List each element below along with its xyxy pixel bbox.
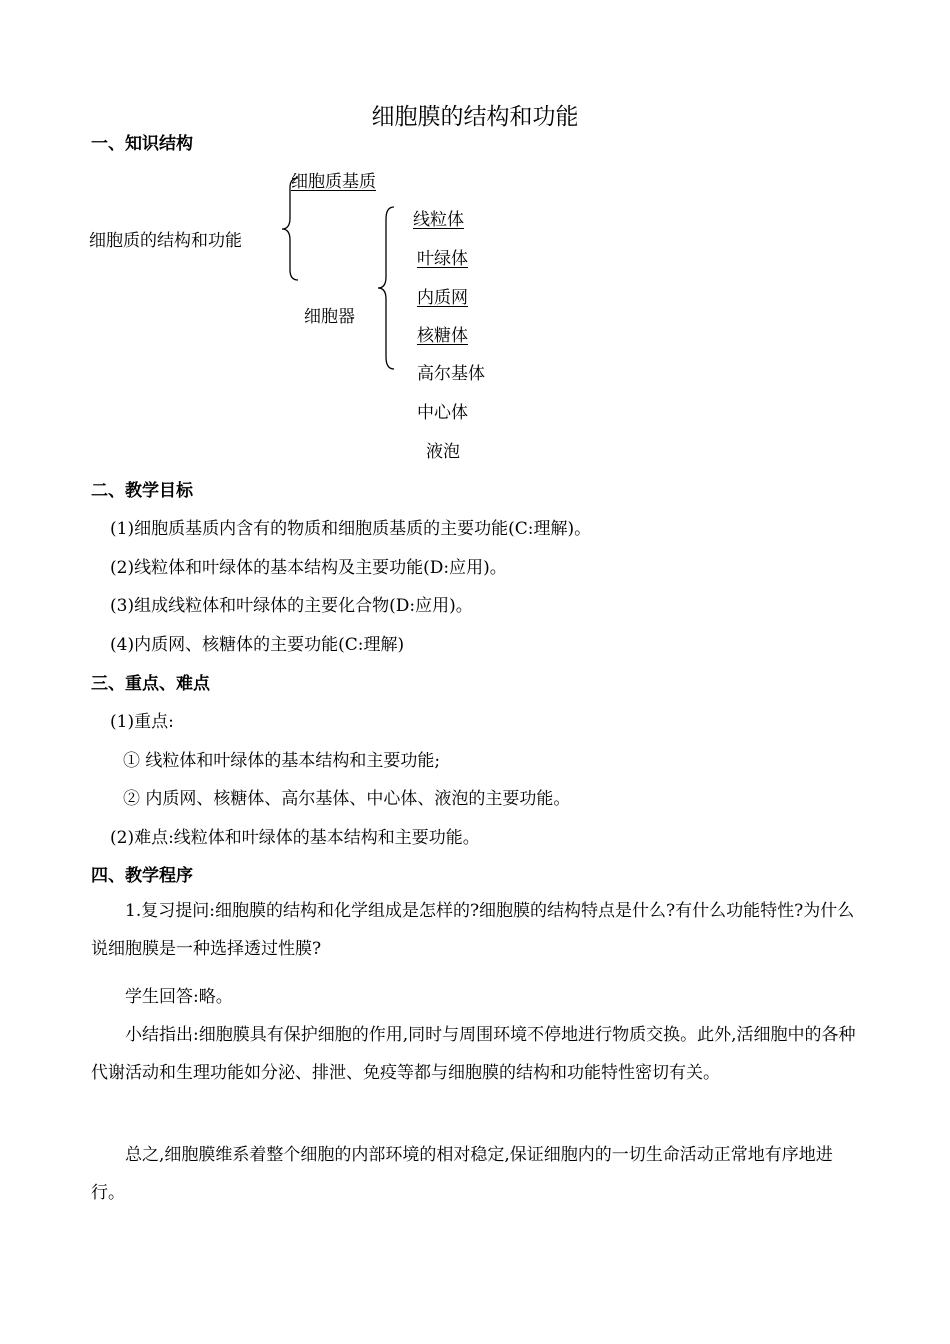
section-heading-teaching-procedure: 四、教学程序 (91, 866, 193, 886)
left-brace-outer (282, 178, 302, 280)
organelle-item: 液泡 (426, 442, 460, 462)
key-item: ① 线粒体和叶绿体的基本结构和主要功能; (123, 751, 441, 771)
organelle-item: 叶绿体 (417, 249, 468, 269)
branch-organelles: 细胞器 (304, 307, 355, 327)
structure-root: 细胞质的结构和功能 (89, 231, 242, 251)
key-item: ② 内质网、核糖体、高尔基体、中心体、液泡的主要功能。 (123, 789, 571, 809)
organelle-item: 中心体 (417, 403, 468, 423)
difficulty-text: (2)难点:线粒体和叶绿体的基本结构和主要功能。 (110, 828, 480, 848)
left-brace-inner (378, 207, 398, 369)
section-heading-teaching-goals: 二、教学目标 (91, 481, 193, 501)
organelle-item: 内质网 (417, 288, 468, 308)
page-title: 细胞膜的结构和功能 (371, 104, 579, 130)
organelle-item: 高尔基体 (417, 364, 485, 384)
paragraph-summary: 小结指出:细胞膜具有保护细胞的作用,同时与周围环境不停地进行物质交换。此外,活细胞中的各种代谢活动和生理功能如分泌、排泄、免疫等都与细胞膜的结构和功能特性密切有关。 (91, 1025, 856, 1083)
paragraph-review-question: 1.复习提问:细胞膜的结构和化学组成是怎样的?细胞膜的结构特点是什么?有什么功能特性?为什么说细胞膜是一种选择透过性膜? (91, 901, 855, 959)
goal-item: (3)组成线粒体和叶绿体的主要化合物(D:应用)。 (110, 596, 473, 616)
organelle-item: 线粒体 (413, 210, 464, 230)
section-heading-knowledge-structure: 一、知识结构 (91, 134, 193, 154)
paragraph-conclusion: 总之,细胞膜维系着整个细胞的内部环境的相对稳定,保证细胞内的一切生命活动正常地有序地进行。 (91, 1145, 833, 1203)
branch-cytoplasmic-matrix: 细胞质基质 (291, 172, 376, 192)
organelle-item: 核糖体 (417, 326, 468, 346)
key-label: (1)重点: (110, 712, 174, 732)
section-heading-key-points: 三、重点、难点 (91, 674, 210, 694)
goal-item: (2)线粒体和叶绿体的基本结构及主要功能(D:应用)。 (110, 558, 507, 578)
paragraph-student-answer: 学生回答:略。 (125, 987, 233, 1007)
goal-item: (4)内质网、核糖体的主要功能(C:理解) (110, 635, 405, 655)
goal-item: (1)细胞质基质内含有的物质和细胞质基质的主要功能(C:理解)。 (110, 519, 592, 539)
